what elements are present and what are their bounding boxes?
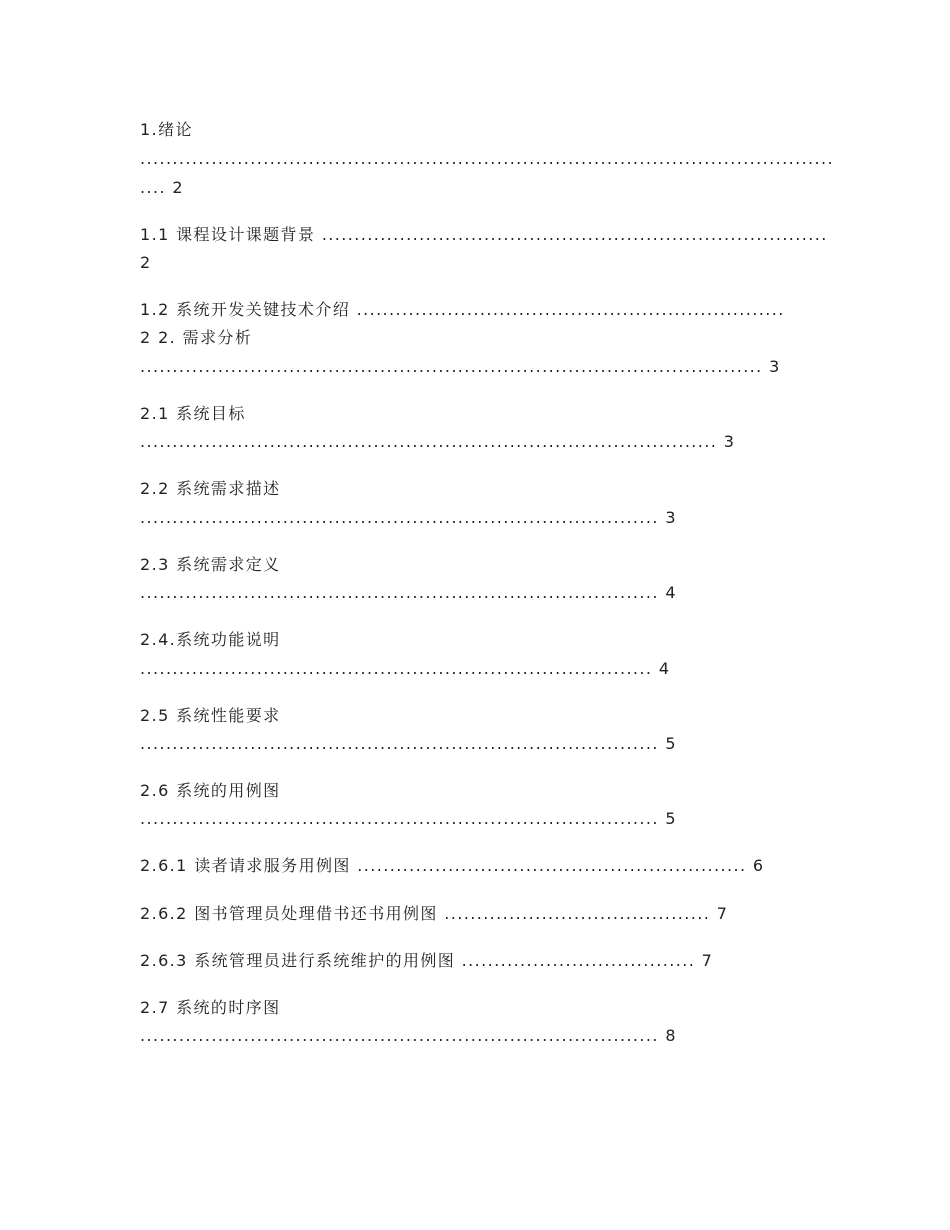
toc-leader-2-7: ................................................................................ 8 xyxy=(140,1026,677,1045)
toc-leader-2: ................................................................................................ 3 xyxy=(140,357,781,376)
toc-entry-2-1: 2.1 系统目标 xyxy=(140,404,246,423)
toc-leader-2-3: ................................................................................ 4 xyxy=(140,583,677,602)
toc-entry-2-3: 2.3 系统需求定义 xyxy=(140,555,281,574)
toc-page-1: .... 2 xyxy=(140,178,185,197)
toc-page-1-1: 2 xyxy=(140,253,152,272)
toc-entry-2-7: 2.7 系统的时序图 xyxy=(140,998,281,1017)
toc-entry-2-2: 2.2 系统需求描述 xyxy=(140,479,281,498)
toc-leader-2-1: ......................................................................................... 3 xyxy=(140,432,736,451)
toc-entry-2-6-2: 2.6.2 图书管理员处理借书还书用例图 ......................................... 7 xyxy=(140,904,729,923)
toc-leader-2-6: ................................................................................ 5 xyxy=(140,809,677,828)
toc-entry-2-6-1: 2.6.1 读者请求服务用例图 ............................................................ 6 xyxy=(140,856,765,875)
toc-entry-2-6: 2.6 系统的用例图 xyxy=(140,781,281,800)
toc-entry-2-6-3: 2.6.3 系统管理员进行系统维护的用例图 .................................... 7 xyxy=(140,951,714,970)
toc-leader-1: ........................................................................................................... xyxy=(140,149,834,168)
toc-leader-2-5: ................................................................................ 5 xyxy=(140,734,677,753)
toc-entry-2-4: 2.4.系统功能说明 xyxy=(140,630,281,649)
toc-entry-1-2: 1.2 系统开发关键技术介绍 .................................................................. xyxy=(140,300,785,319)
toc-leader-2-2: ................................................................................ 3 xyxy=(140,508,677,527)
toc-entry-2: 2 2. 需求分析 xyxy=(140,328,253,347)
toc-entry-2-5: 2.5 系统性能要求 xyxy=(140,706,281,725)
toc-entry-1-1: 1.1 课程设计课题背景 .............................................................................. xyxy=(140,225,828,244)
toc-leader-2-4: ............................................................................... 4 xyxy=(140,659,671,678)
toc-heading-1: 1.绪论 xyxy=(140,120,193,139)
